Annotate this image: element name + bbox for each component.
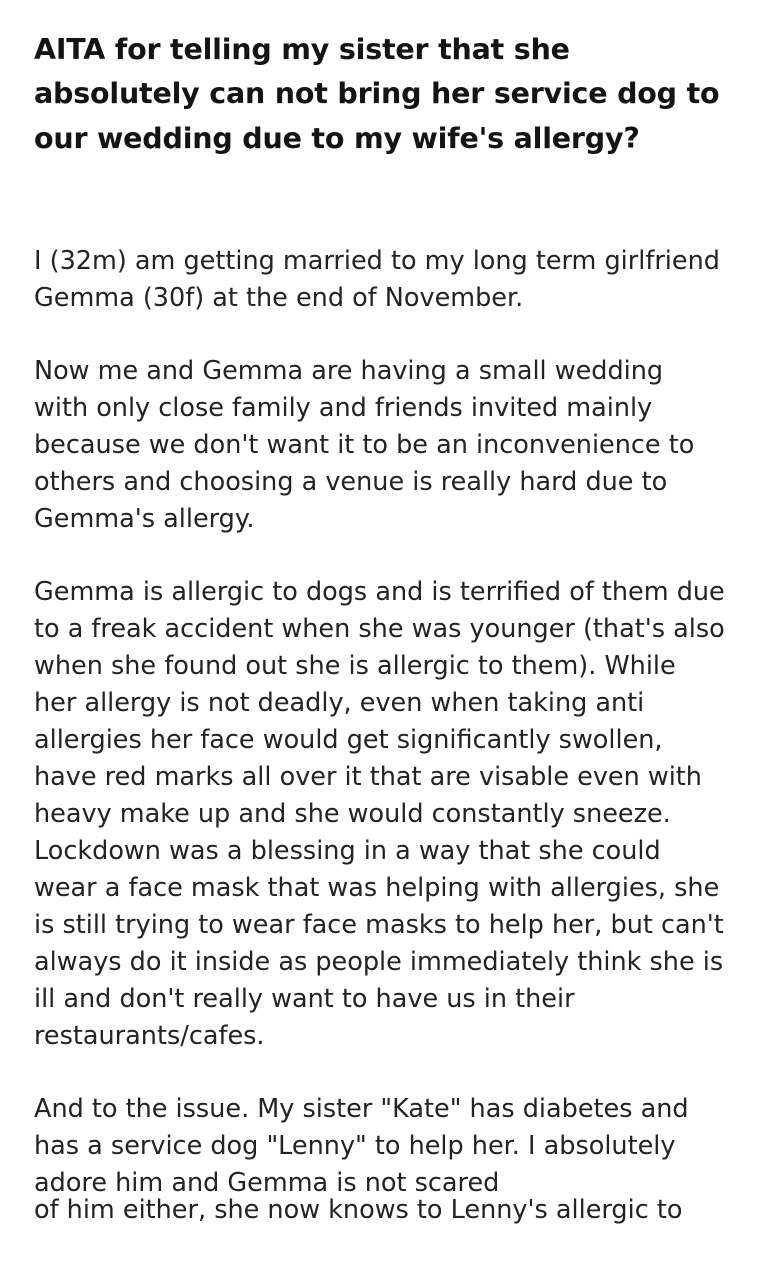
post-paragraph: Gemma is allergic to dogs and is terrified of them due to a freak accident when she was younger (that's also when she found out she is allergic to them). While her allergy is not deadly, even when taking anti allergies her face would get significantly swollen, have red marks all over it that are visable even with heavy make up and she would constantly sneeze. Lockdown was a blessing in a way that she could wear a face mask that was helping with allergies, she is still trying to wear face masks to help her, but can't always do it inside as people immediately think she is ill and don't really want to have us in their restaurants/cafes. [34, 577, 725, 1051]
top-spacer [0, 0, 759, 12]
post-paragraph-clipped-text: of him either, she now knows to Lenny's allergic to [34, 1194, 683, 1225]
faded-overlay-text [0, 183, 759, 235]
post-paragraph: Now me and Gemma are having a small wedding with only close family and friends invited mainly because we don't want it to be an inconvenience to others and choosing a venue is really hard due to Gemma's allergy. [34, 356, 695, 535]
post-paragraph-clipped [0, 1192, 759, 1225]
post-body [0, 235, 759, 1201]
post-paragraph: I (32m) am getting married to my long term girlfriend Gemma (30f) at the end of November. [34, 246, 720, 314]
post-paragraph: And to the issue. My sister "Kate" has diabetes and has a service dog "Lenny" to help her. I absolutely adore him and Gemma is not scared [34, 1093, 689, 1198]
page-title: AITA for telling my sister that she absolutely can not bring her service dog to our wedding due to my wife's allergy? [34, 33, 720, 155]
